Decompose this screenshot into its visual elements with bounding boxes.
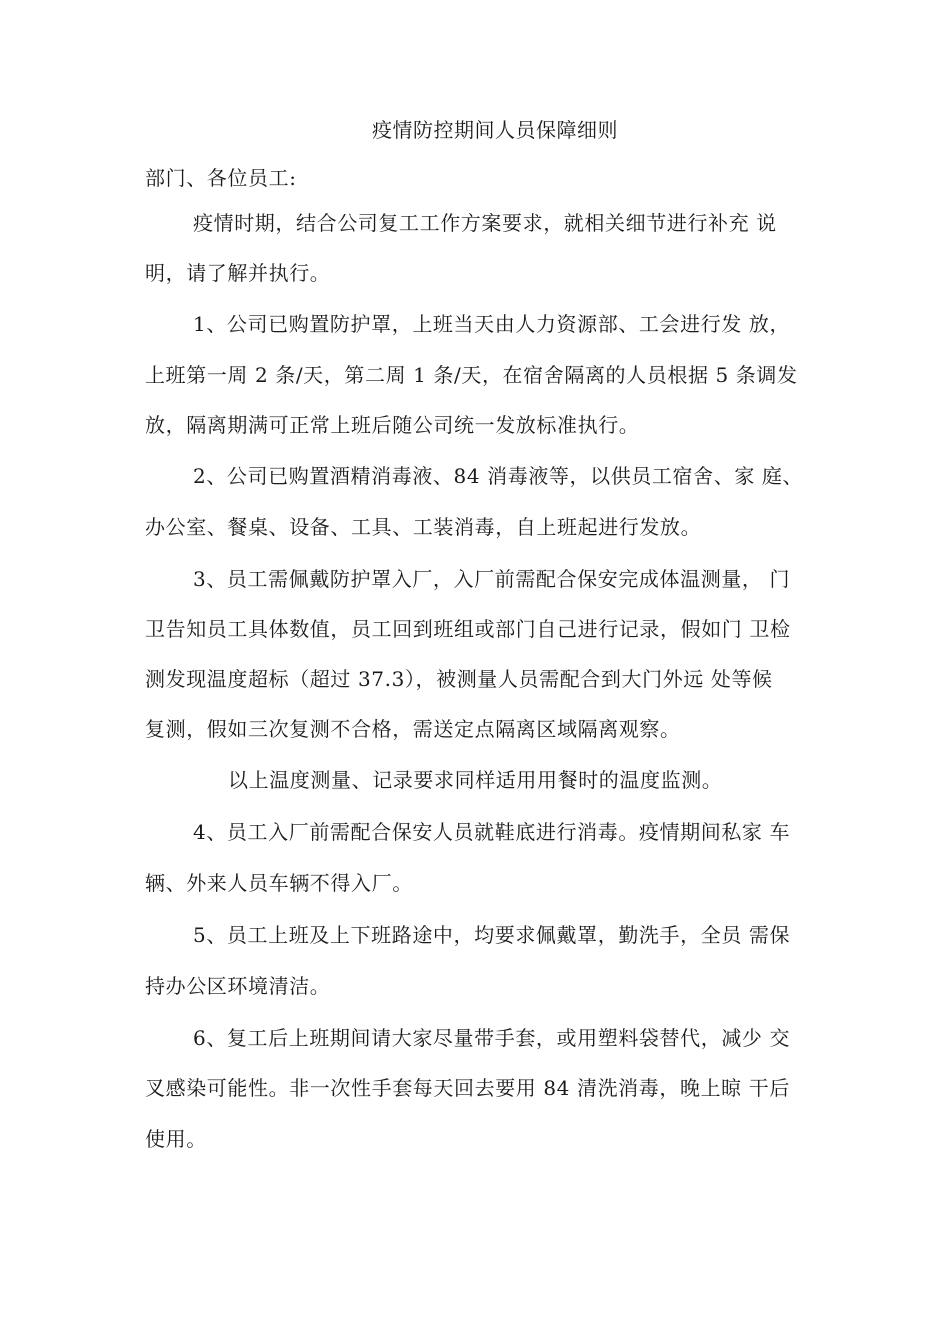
salutation-line: 部门、各位员工: — [145, 166, 297, 190]
item6-line-2: 叉感染可能性。非一次性手套每天回去要用 84 清洗消毒，晚上晾 干后 — [145, 1076, 790, 1100]
item6-line-1: 6、复工后上班期间请大家尽量带手套，或用塑料袋替代，减少 交 — [193, 1026, 791, 1050]
document-title: 疫情防控期间人员保障细则 — [372, 118, 618, 142]
item3-line-3: 测发现温度超标（超过 37.3），被测量人员需配合到大门外远 处等候 — [145, 667, 773, 691]
item2-line-2: 办公室、餐桌、设备、工具、工装消毒，自上班起进行发放。 — [145, 515, 702, 539]
item5-line-1: 5、员工上班及上下班路途中，均要求佩戴罩，勤洗手，全员 需保 — [193, 923, 791, 947]
intro-line-2: 明，请了解并执行。 — [145, 261, 331, 285]
item1-line-3: 放，隔离期满可正常上班后随公司统一发放标准执行。 — [145, 413, 640, 437]
temperature-note: 以上温度测量、记录要求同样适用用餐时的温度监测。 — [228, 768, 723, 792]
item6-line-3: 使用。 — [145, 1127, 207, 1151]
item3-line-1: 3、员工需佩戴防护罩入厂，入厂前需配合保安完成体温测量， 门 — [193, 567, 791, 591]
intro-line-1: 疫情时期，结合公司复工工作方案要求，就相关细节进行补充 说 — [193, 211, 777, 235]
item4-line-1: 4、员工入厂前需配合保安人员就鞋底进行消毒。疫情期间私家 车 — [193, 820, 791, 844]
item3-line-2: 卫告知员工具体数值，员工回到班组或部门自己进行记录，假如门 卫检 — [145, 617, 791, 641]
item2-line-1: 2、公司已购置酒精消毒液、84 消毒液等，以供员工宿舍、家 庭、 — [193, 464, 804, 488]
item5-line-2: 持办公区环境清洁。 — [145, 974, 331, 998]
item4-line-2: 辆、外来人员车辆不得入厂。 — [145, 871, 413, 895]
item1-line-2: 上班第一周 2 条/天，第二周 1 条/天，在宿舍隔离的人员根据 5 条调发 — [145, 363, 798, 387]
item3-line-4: 复测，假如三次复测不合格，需送定点隔离区域隔离观察。 — [145, 717, 681, 741]
item1-line-1: 1、公司已购置防护罩，上班当天由人力资源部、工会进行发 放， — [193, 312, 791, 336]
